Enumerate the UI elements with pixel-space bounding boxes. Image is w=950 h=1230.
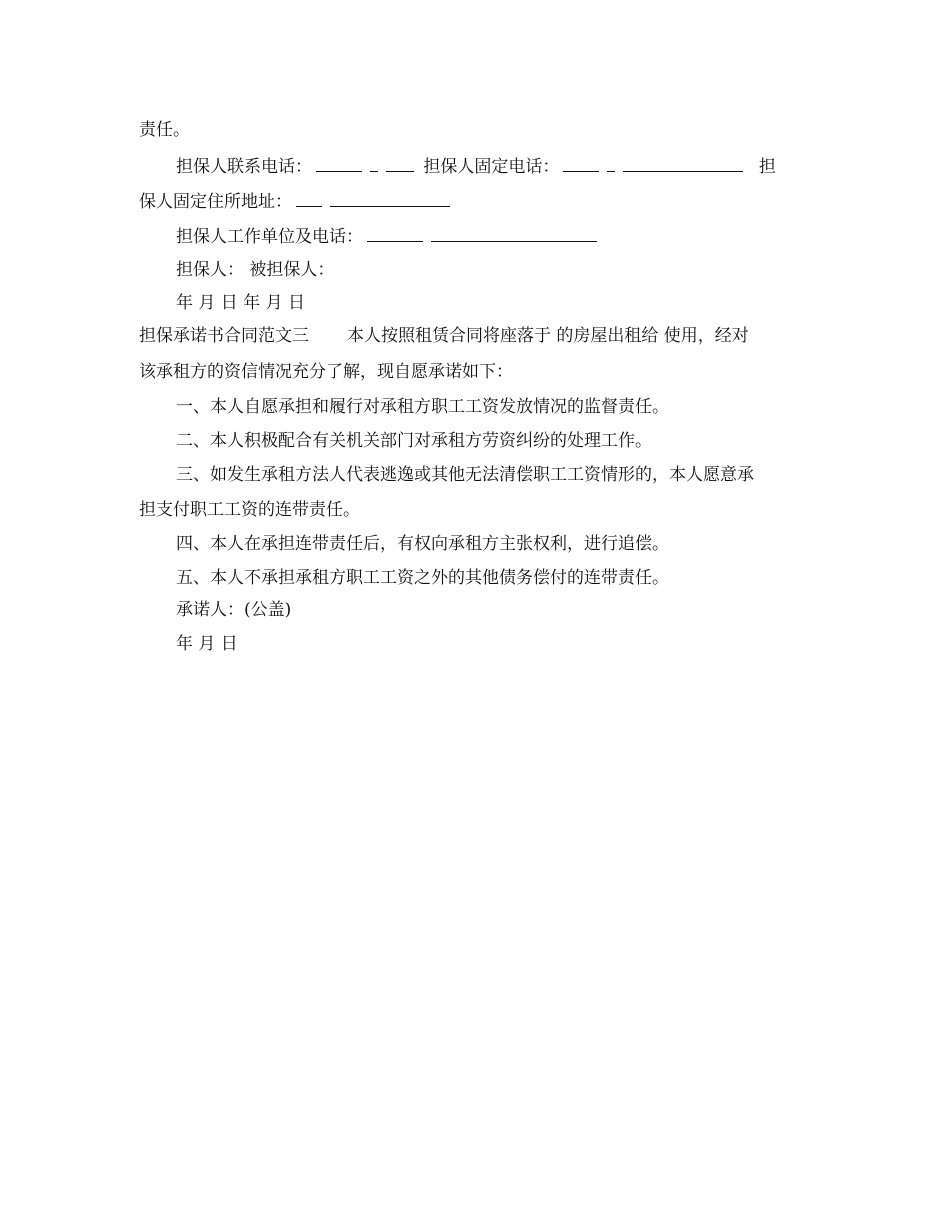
text-line: 该承租方的资信情况充分了解，现自愿承诺如下：	[139, 362, 513, 382]
blank-underline	[316, 155, 362, 172]
clause-2: 二、本人积极配合有关机关部门对承租方劳资纠纷的处理工作。	[176, 431, 652, 451]
blank-underline	[370, 155, 378, 172]
text-fragment: 本人按照租赁合同将座落于 的房屋出租给 使用，经对	[347, 326, 749, 346]
clause-5: 五、本人不承担承租方职工工资之外的其他债务偿付的连带责任。	[176, 568, 669, 588]
text-fragment: 担	[758, 157, 776, 177]
blank-underline	[296, 190, 322, 207]
guarantor-employer-line	[176, 225, 814, 248]
clause-4: 四、本人在承担连带责任后，有权向承租方主张权利，进行追偿。	[176, 534, 669, 554]
guarantor-address-line	[139, 190, 814, 213]
clause-3-continued: 担支付职工工资的连带责任。	[139, 500, 360, 520]
promisor-signature: 承诺人：(公盖)	[176, 600, 292, 620]
guarantor-fixed-phone-label: 担保人固定电话：	[423, 157, 560, 177]
date-line: 年 月 日 年 月 日	[176, 293, 306, 313]
clause-3: 三、如发生承租方法人代表逃逸或其他无法清偿职工工资情形的，本人愿意承	[176, 465, 754, 485]
text-line: 责任。	[139, 120, 190, 140]
blank-underline	[330, 190, 450, 207]
blank-underline	[367, 225, 423, 242]
blank-underline	[563, 155, 599, 172]
blank-underline	[607, 155, 615, 172]
signature-parties-line: 担保人： 被担保人：	[176, 260, 335, 280]
section-heading-line	[139, 325, 814, 347]
date-line: 年 月 日	[176, 634, 238, 654]
blank-underline	[431, 225, 597, 242]
guarantor-contact-phone-label: 担保人联系电话：	[176, 157, 312, 177]
section-title: 担保承诺书合同范文三	[139, 326, 309, 346]
guarantor-phone-line	[176, 155, 814, 178]
clause-1: 一、本人自愿承担和履行对承租方职工工资发放情况的监督责任。	[176, 397, 669, 417]
guarantor-address-label: 保人固定住所地址：	[139, 192, 292, 212]
guarantor-employer-label: 担保人工作单位及电话：	[176, 227, 363, 247]
blank-underline	[386, 155, 414, 172]
blank-underline	[623, 155, 743, 172]
